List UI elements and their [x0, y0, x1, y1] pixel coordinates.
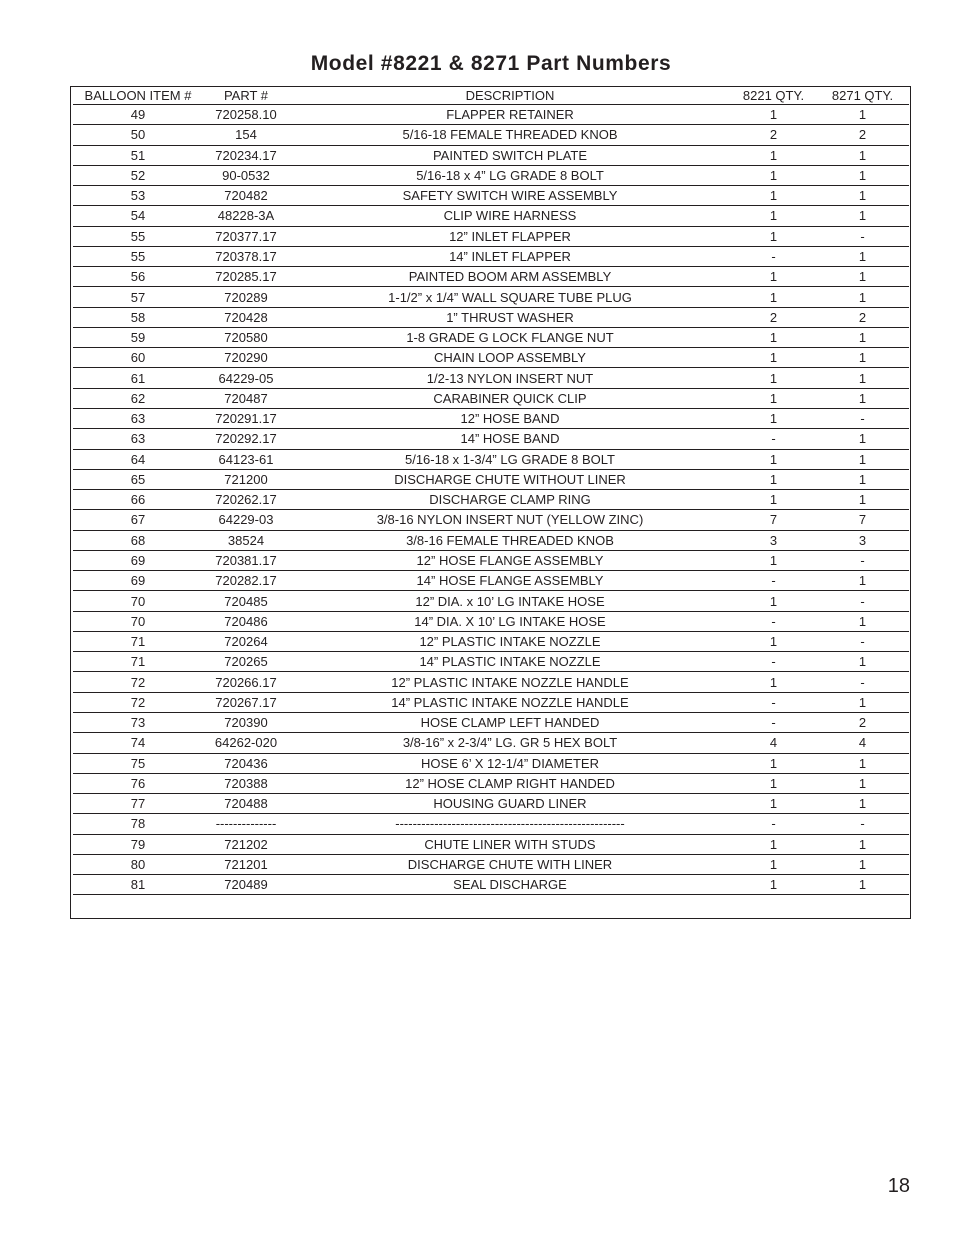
qty-8221-cell: 3 [731, 530, 816, 550]
part-number-cell: 720428 [203, 307, 289, 327]
qty-8221-cell: 1 [731, 773, 816, 793]
qty-8271-cell: 2 [816, 125, 909, 145]
table-row [73, 854, 909, 874]
part-number-cell: 720292.17 [203, 429, 289, 449]
table-row [73, 692, 909, 712]
description-cell: 14” HOSE FLANGE ASSEMBLY [289, 571, 731, 591]
qty-8221-cell: 1 [731, 226, 816, 246]
part-number-cell: -------------- [203, 814, 289, 834]
parts-table-body [73, 105, 909, 895]
balloon-item-cell: 53 [73, 186, 203, 206]
description-cell: DISCHARGE CLAMP RING [289, 490, 731, 510]
table-row [73, 834, 909, 854]
description-cell: PAINTED BOOM ARM ASSEMBLY [289, 267, 731, 287]
qty-8221-cell: - [731, 712, 816, 732]
qty-8271-cell: 7 [816, 510, 909, 530]
part-number-cell: 48228-3A [203, 206, 289, 226]
qty-8271-cell: - [816, 408, 909, 428]
balloon-item-cell: 56 [73, 267, 203, 287]
table-row [73, 490, 909, 510]
balloon-item-cell: 60 [73, 348, 203, 368]
balloon-item-cell: 76 [73, 773, 203, 793]
table-row [73, 388, 909, 408]
qty-8221-cell: 1 [731, 631, 816, 651]
table-row [73, 449, 909, 469]
qty-8271-cell: 3 [816, 530, 909, 550]
balloon-item-cell: 68 [73, 530, 203, 550]
qty-8221-cell: 1 [731, 834, 816, 854]
part-number-cell: 720291.17 [203, 408, 289, 428]
balloon-item-cell: 72 [73, 672, 203, 692]
qty-8221-cell: 1 [731, 368, 816, 388]
description-cell: 1/2-13 NYLON INSERT NUT [289, 368, 731, 388]
description-cell: DISCHARGE CHUTE WITH LINER [289, 854, 731, 874]
balloon-item-cell: 57 [73, 287, 203, 307]
table-row [73, 753, 909, 773]
qty-8271-cell: 1 [816, 875, 909, 895]
qty-8271-cell: 1 [816, 854, 909, 874]
balloon-item-cell: 81 [73, 875, 203, 895]
part-number-cell: 721200 [203, 469, 289, 489]
balloon-item-cell: 73 [73, 712, 203, 732]
qty-8271-cell: 1 [816, 449, 909, 469]
qty-8271-cell: 1 [816, 165, 909, 185]
qty-8271-cell: - [816, 591, 909, 611]
table-row [73, 631, 909, 651]
part-number-cell: 720282.17 [203, 571, 289, 591]
table-row [73, 348, 909, 368]
description-cell: CHAIN LOOP ASSEMBLY [289, 348, 731, 368]
part-number-cell: 721201 [203, 854, 289, 874]
qty-8271-cell: 1 [816, 105, 909, 125]
parts-table [73, 86, 909, 895]
qty-8271-cell: 2 [816, 307, 909, 327]
part-number-cell: 720388 [203, 773, 289, 793]
balloon-item-cell: 63 [73, 429, 203, 449]
table-row [73, 591, 909, 611]
part-number-cell: 720258.10 [203, 105, 289, 125]
description-cell: HOSE CLAMP LEFT HANDED [289, 712, 731, 732]
table-row [73, 875, 909, 895]
table-row [73, 307, 909, 327]
qty-8221-cell: 1 [731, 287, 816, 307]
qty-8271-cell: 1 [816, 388, 909, 408]
table-row [73, 550, 909, 570]
qty-8221-cell: 1 [731, 348, 816, 368]
qty-8271-cell: 1 [816, 206, 909, 226]
description-cell: 12” HOSE CLAMP RIGHT HANDED [289, 773, 731, 793]
description-cell: 1-1/2” x 1/4” WALL SQUARE TUBE PLUG [289, 287, 731, 307]
qty-8271-cell: - [816, 631, 909, 651]
part-number-cell: 720488 [203, 794, 289, 814]
qty-8271-cell: 1 [816, 368, 909, 388]
balloon-item-cell: 70 [73, 591, 203, 611]
qty-8271-cell: 1 [816, 287, 909, 307]
qty-8221-cell: - [731, 692, 816, 712]
description-cell: 14” PLASTIC INTAKE NOZZLE [289, 652, 731, 672]
qty-8271-cell: - [816, 226, 909, 246]
qty-8271-cell: 1 [816, 348, 909, 368]
balloon-item-cell: 66 [73, 490, 203, 510]
description-cell: 12” INLET FLAPPER [289, 226, 731, 246]
description-cell: 14” INLET FLAPPER [289, 246, 731, 266]
part-number-cell: 64229-03 [203, 510, 289, 530]
table-row [73, 327, 909, 347]
qty-8271-cell: 1 [816, 834, 909, 854]
description-cell: SEAL DISCHARGE [289, 875, 731, 895]
table-row [73, 368, 909, 388]
description-cell: 5/16-18 FEMALE THREADED KNOB [289, 125, 731, 145]
balloon-item-cell: 65 [73, 469, 203, 489]
qty-8221-cell: 7 [731, 510, 816, 530]
part-number-cell: 720267.17 [203, 692, 289, 712]
description-cell: ----------------------------------------------------- [289, 814, 731, 834]
balloon-item-cell: 58 [73, 307, 203, 327]
qty-8221-cell: 1 [731, 165, 816, 185]
balloon-item-cell: 55 [73, 226, 203, 246]
description-cell: 12” HOSE BAND [289, 408, 731, 428]
part-number-cell: 720378.17 [203, 246, 289, 266]
qty-8221-cell: - [731, 652, 816, 672]
qty-8221-cell: - [731, 246, 816, 266]
part-number-cell: 720290 [203, 348, 289, 368]
balloon-item-cell: 63 [73, 408, 203, 428]
table-row [73, 530, 909, 550]
table-row [73, 125, 909, 145]
description-cell: 14” HOSE BAND [289, 429, 731, 449]
part-number-cell: 154 [203, 125, 289, 145]
qty-8271-cell: - [816, 550, 909, 570]
table-row [73, 510, 909, 530]
qty-8271-cell: 1 [816, 773, 909, 793]
qty-8271-cell: 2 [816, 712, 909, 732]
description-cell: 3/8-16” x 2-3/4” LG. GR 5 HEX BOLT [289, 733, 731, 753]
qty-8221-cell: 1 [731, 449, 816, 469]
part-number-cell: 720265 [203, 652, 289, 672]
table-row [73, 408, 909, 428]
description-cell: 12” HOSE FLANGE ASSEMBLY [289, 550, 731, 570]
balloon-item-cell: 61 [73, 368, 203, 388]
qty-8221-cell: 1 [731, 186, 816, 206]
part-number-cell: 720485 [203, 591, 289, 611]
qty-8221-cell: 1 [731, 327, 816, 347]
balloon-item-cell: 79 [73, 834, 203, 854]
balloon-item-cell: 67 [73, 510, 203, 530]
qty-8271-cell: 1 [816, 469, 909, 489]
balloon-item-cell: 77 [73, 794, 203, 814]
table-row [73, 712, 909, 732]
description-cell: 12” PLASTIC INTAKE NOZZLE [289, 631, 731, 651]
qty-8221-cell: 4 [731, 733, 816, 753]
description-cell: 12” PLASTIC INTAKE NOZZLE HANDLE [289, 672, 731, 692]
balloon-item-cell: 54 [73, 206, 203, 226]
qty-8221-cell: - [731, 611, 816, 631]
qty-8221-cell: 1 [731, 469, 816, 489]
table-row [73, 145, 909, 165]
qty-8271-cell: 1 [816, 794, 909, 814]
qty-8221-cell: 1 [731, 145, 816, 165]
description-cell: FLAPPER RETAINER [289, 105, 731, 125]
description-cell: CLIP WIRE HARNESS [289, 206, 731, 226]
table-row [73, 672, 909, 692]
part-number-cell: 64123-61 [203, 449, 289, 469]
qty-8221-cell: 1 [731, 550, 816, 570]
part-number-cell: 90-0532 [203, 165, 289, 185]
header-8271-qty: 8271 QTY. [816, 86, 909, 105]
table-row [73, 165, 909, 185]
table-row [73, 773, 909, 793]
table-row [73, 105, 909, 125]
part-number-cell: 720266.17 [203, 672, 289, 692]
description-cell: 14” DIA. X 10’ LG INTAKE HOSE [289, 611, 731, 631]
description-cell: 5/16-18 x 1-3/4” LG GRADE 8 BOLT [289, 449, 731, 469]
table-row [73, 226, 909, 246]
balloon-item-cell: 80 [73, 854, 203, 874]
qty-8221-cell: 1 [731, 490, 816, 510]
table-row [73, 429, 909, 449]
qty-8221-cell: 1 [731, 267, 816, 287]
part-number-cell: 64229-05 [203, 368, 289, 388]
balloon-item-cell: 72 [73, 692, 203, 712]
part-number-cell: 720436 [203, 753, 289, 773]
table-row [73, 246, 909, 266]
description-cell: CHUTE LINER WITH STUDS [289, 834, 731, 854]
table-row [73, 267, 909, 287]
description-cell: CARABINER QUICK CLIP [289, 388, 731, 408]
table-row [73, 814, 909, 834]
balloon-item-cell: 75 [73, 753, 203, 773]
qty-8221-cell: 1 [731, 206, 816, 226]
table-row [73, 571, 909, 591]
qty-8271-cell: 1 [816, 267, 909, 287]
part-number-cell: 720482 [203, 186, 289, 206]
description-cell: 3/8-16 FEMALE THREADED KNOB [289, 530, 731, 550]
qty-8221-cell: 1 [731, 105, 816, 125]
part-number-cell: 720487 [203, 388, 289, 408]
qty-8271-cell: 1 [816, 753, 909, 773]
qty-8271-cell: 1 [816, 571, 909, 591]
part-number-cell: 64262-020 [203, 733, 289, 753]
qty-8221-cell: 1 [731, 672, 816, 692]
description-cell: DISCHARGE CHUTE WITHOUT LINER [289, 469, 731, 489]
part-number-cell: 721202 [203, 834, 289, 854]
qty-8271-cell: 1 [816, 186, 909, 206]
balloon-item-cell: 64 [73, 449, 203, 469]
part-number-cell: 720262.17 [203, 490, 289, 510]
qty-8271-cell: 1 [816, 611, 909, 631]
table-row [73, 186, 909, 206]
part-number-cell: 720580 [203, 327, 289, 347]
header-8221-qty: 8221 QTY. [731, 86, 816, 105]
part-number-cell: 720289 [203, 287, 289, 307]
balloon-item-cell: 55 [73, 246, 203, 266]
part-number-cell: 720486 [203, 611, 289, 631]
qty-8221-cell: 1 [731, 591, 816, 611]
qty-8271-cell: - [816, 672, 909, 692]
part-number-cell: 720489 [203, 875, 289, 895]
table-row [73, 794, 909, 814]
balloon-item-cell: 50 [73, 125, 203, 145]
page-title: Model #8221 & 8271 Part Numbers [310, 52, 672, 75]
description-cell: 12” DIA. x 10’ LG INTAKE HOSE [289, 591, 731, 611]
part-number-cell: 720264 [203, 631, 289, 651]
description-cell: 3/8-16 NYLON INSERT NUT (YELLOW ZINC) [289, 510, 731, 530]
part-number-cell: 720285.17 [203, 267, 289, 287]
page-number: 18 [887, 1175, 910, 1197]
balloon-item-cell: 74 [73, 733, 203, 753]
part-number-cell: 38524 [203, 530, 289, 550]
qty-8221-cell: 1 [731, 388, 816, 408]
balloon-item-cell: 71 [73, 652, 203, 672]
description-cell: SAFETY SWITCH WIRE ASSEMBLY [289, 186, 731, 206]
description-cell: HOUSING GUARD LINER [289, 794, 731, 814]
table-row [73, 287, 909, 307]
balloon-item-cell: 62 [73, 388, 203, 408]
balloon-item-cell: 71 [73, 631, 203, 651]
balloon-item-cell: 49 [73, 105, 203, 125]
balloon-item-cell: 51 [73, 145, 203, 165]
qty-8271-cell: - [816, 814, 909, 834]
part-number-cell: 720390 [203, 712, 289, 732]
header-part-number: PART # [203, 86, 289, 105]
qty-8221-cell: 1 [731, 753, 816, 773]
qty-8271-cell: 1 [816, 429, 909, 449]
description-cell: HOSE 6’ X 12-1/4” DIAMETER [289, 753, 731, 773]
description-cell: 14” PLASTIC INTAKE NOZZLE HANDLE [289, 692, 731, 712]
balloon-item-cell: 69 [73, 550, 203, 570]
qty-8221-cell: 1 [731, 408, 816, 428]
qty-8221-cell: 2 [731, 307, 816, 327]
qty-8221-cell: 2 [731, 125, 816, 145]
description-cell: 5/16-18 x 4” LG GRADE 8 BOLT [289, 165, 731, 185]
header-description: DESCRIPTION [289, 86, 731, 105]
qty-8221-cell: - [731, 571, 816, 591]
qty-8221-cell: 1 [731, 854, 816, 874]
table-header-row [73, 86, 909, 105]
qty-8271-cell: 1 [816, 145, 909, 165]
table-row [73, 469, 909, 489]
balloon-item-cell: 69 [73, 571, 203, 591]
part-number-cell: 720377.17 [203, 226, 289, 246]
qty-8271-cell: 1 [816, 652, 909, 672]
qty-8221-cell: 1 [731, 794, 816, 814]
description-cell: PAINTED SWITCH PLATE [289, 145, 731, 165]
qty-8271-cell: 1 [816, 490, 909, 510]
qty-8271-cell: 1 [816, 327, 909, 347]
table-row [73, 733, 909, 753]
qty-8271-cell: 4 [816, 733, 909, 753]
balloon-item-cell: 78 [73, 814, 203, 834]
qty-8221-cell: - [731, 814, 816, 834]
balloon-item-cell: 59 [73, 327, 203, 347]
qty-8221-cell: - [731, 429, 816, 449]
part-number-cell: 720381.17 [203, 550, 289, 570]
qty-8271-cell: 1 [816, 246, 909, 266]
part-number-cell: 720234.17 [203, 145, 289, 165]
table-row [73, 611, 909, 631]
table-row [73, 652, 909, 672]
balloon-item-cell: 70 [73, 611, 203, 631]
header-balloon-item: BALLOON ITEM # [73, 86, 203, 105]
qty-8221-cell: 1 [731, 875, 816, 895]
description-cell: 1” THRUST WASHER [289, 307, 731, 327]
qty-8271-cell: 1 [816, 692, 909, 712]
balloon-item-cell: 52 [73, 165, 203, 185]
table-row [73, 206, 909, 226]
description-cell: 1-8 GRADE G LOCK FLANGE NUT [289, 327, 731, 347]
